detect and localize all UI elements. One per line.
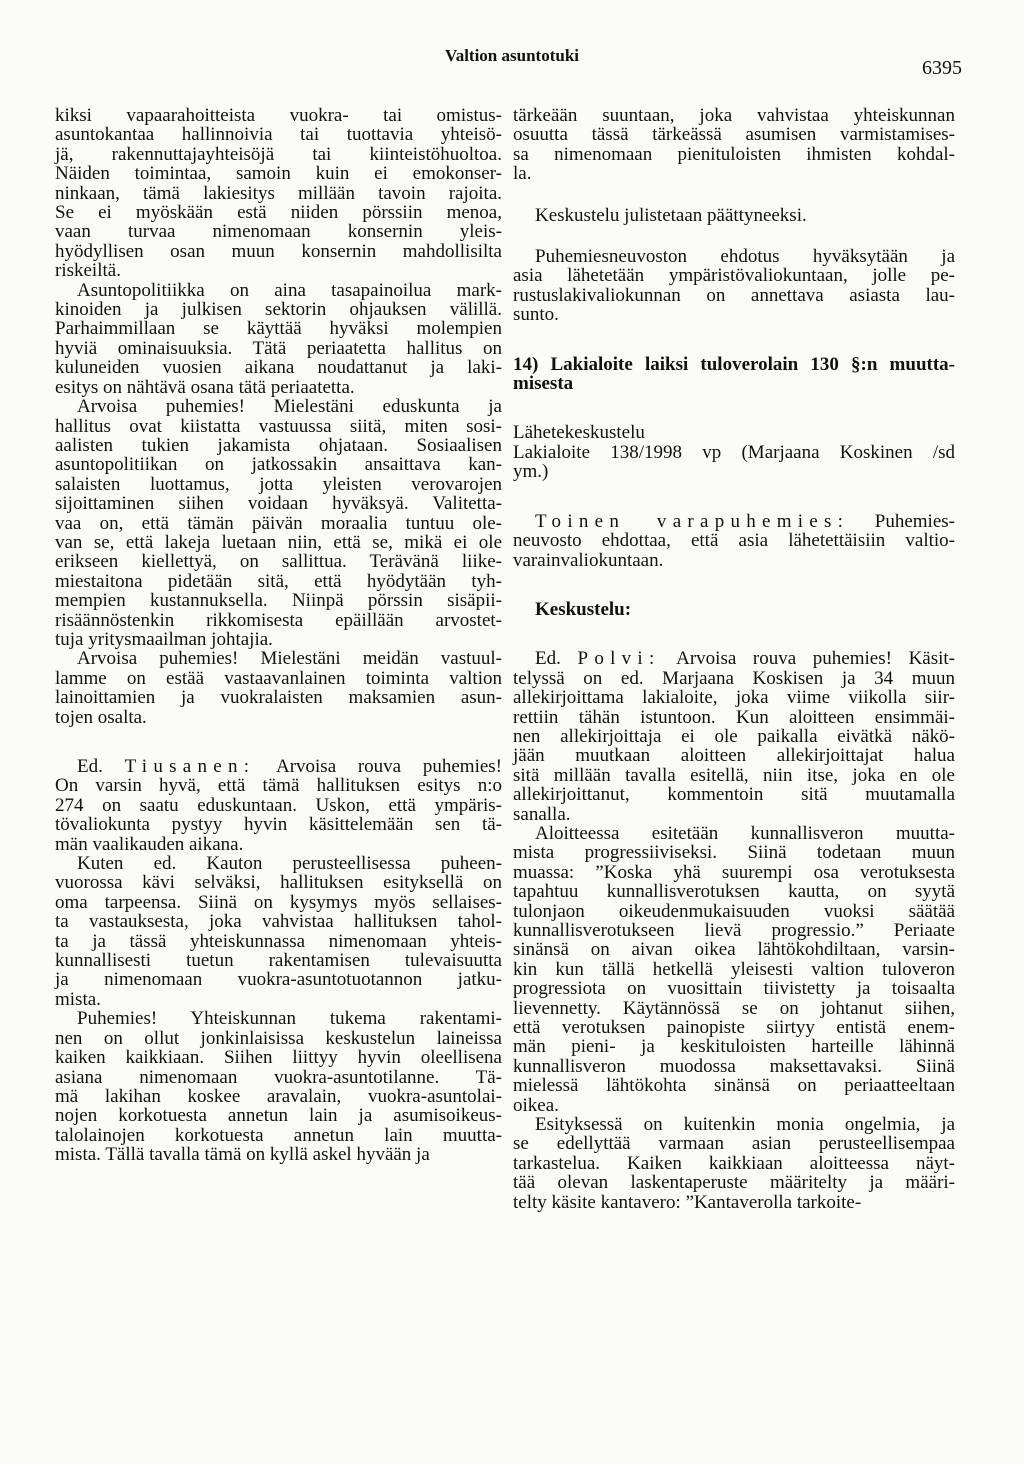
text-line: rustuslakivaliokunnan on annettava asiasta lau- — [513, 284, 955, 306]
text-line — [513, 649, 955, 668]
text-line: neuvosto ehdottaa, että asia lähetettäisiin valtio- — [513, 530, 955, 552]
text-line: ja nimenomaan vuokra-asuntotuotannon jatku- — [55, 969, 502, 991]
text-line: sunto. — [513, 304, 559, 326]
text-line: Asuntopolitiikka on aina tasapainoilua mark- — [77, 279, 502, 301]
text-line: miestaitona pidetään sitä, että hyödytään tyh- — [55, 570, 502, 592]
text-line: varainvaliokuntaan. — [513, 549, 664, 571]
paragraph — [55, 397, 502, 649]
speaker-name: Tiusanen: — [124, 756, 256, 777]
text-line: sa nimenomaan pienituloisten ihmisten kohdal- — [513, 143, 955, 165]
text-line: mä lakihan koskee aravalain, vuokra-asuntolai- — [55, 1085, 502, 1107]
text-line: kunnallisveron muodossa maksettavaksi. Siinä — [513, 1055, 955, 1077]
paragraph — [513, 1115, 955, 1212]
text-line: mista progressiiviseksi. Siinä todetaan muun — [513, 842, 955, 864]
text-line: Näiden toimintaa, samoin kuin ei emokonser- — [55, 163, 502, 185]
text-line: 14) Lakialoite laiksi tuloverolain 130 §:n muutta- — [513, 353, 955, 375]
text-line: la. — [513, 163, 532, 185]
text-line: tää olevan laskentaperuste määritelty ja määri- — [513, 1172, 955, 1194]
text-line: hyviä ominaisuuksia. Tätä periaatetta hallitus on — [55, 337, 502, 359]
text-line: mielessä lähtökohta sinänsä on periaatteeltaan — [513, 1075, 955, 1097]
text-line: tuja yritysmaailman johtajia. — [55, 628, 273, 650]
text-line: kunnallisverotukseen lievä progressio.” Periaate — [513, 920, 955, 941]
text-line: allekirjoittanut, kommentoin sitä muutamalla — [513, 784, 955, 806]
text-line: tulonjaon oikeudenmukaisuuden vuoksi säätää — [513, 900, 955, 922]
text-line: sinänsä on aivan oikea lähtökohdiltaan, varsin- — [513, 939, 955, 961]
text-line: Esityksessä on kuitenkin monia ongelmia, ja — [535, 1114, 955, 1136]
discussion-heading — [513, 600, 955, 619]
speaker-name: Polvi: — [577, 648, 661, 670]
paragraph — [55, 854, 502, 1009]
text-line: män vaalikauden aikana. — [55, 833, 244, 855]
text-line: oma tarpeensa. Siinä on kysymys myös sellaises- — [55, 891, 502, 913]
paragraph — [55, 649, 502, 727]
text-line: rettiin tähän istuntoon. Kun aloitteen ensimmäi- — [513, 706, 955, 728]
text-line: Arvoisa puhemies! Mielestäni meidän vastuul- — [77, 648, 502, 670]
text-line: nen allekirjoittaja ei ole paikalla eivätkä näkö- — [513, 725, 955, 747]
page-title: Valtion asuntotuki — [444, 46, 579, 65]
text-line: telyssä on ed. Marjaana Koskisen ja 34 muun — [513, 667, 955, 689]
text-line: allekirjoittama lakialoite, joka viime viikolla siir- — [513, 687, 955, 709]
text-line: vaa on, että tämän päivän moraalia tuntuu ole- — [55, 512, 502, 534]
text-line: hallitus ovat kiistatta vastuussa siitä, miten sosi- — [55, 415, 502, 437]
text-line: 274 on saatu eduskuntaan. Uskon, että ympäris- — [55, 794, 502, 816]
text-line — [55, 757, 502, 776]
text-line: vuorossa kävi selväksi, hallituksen esityksellä on — [55, 872, 502, 894]
text-line: tojen osalta. — [55, 706, 147, 728]
paragraph — [55, 281, 502, 397]
text-line: sijoittaminen siihen voidaan hyväksyä. Valitetta- — [55, 493, 502, 515]
text-line: riskeiltä. — [55, 260, 121, 282]
text-line-rest: Arvoisa rouva puhemies! — [275, 756, 502, 777]
text-line: Puhemies! Yhteiskunnan tukema rakentami- — [77, 1008, 502, 1030]
text-line: tapahtuu kunnallisverotuksen kautta, on syytä — [513, 881, 955, 903]
text-line — [513, 512, 955, 531]
text-line: mista. — [55, 988, 101, 1010]
text-line: sitä millään tavalla esitellä, niin itse, joka en ole — [513, 764, 955, 786]
text-line: Lähetekeskustelu — [513, 422, 645, 444]
text-line: Kuten ed. Kauton perusteellisessa puheen- — [77, 853, 502, 875]
text-line: tövaliokunta pystyy hyvin käsittelemään sen tä- — [55, 814, 502, 836]
text-line: On varsin hyvä, että tämä hallituksen esitys n:o — [55, 775, 502, 797]
text-line: ta ja tässä yhteiskunnassa nimenomaan yhteis- — [55, 930, 502, 952]
text-line: että verotuksen painopiste siirtyy entistä enem- — [513, 1017, 955, 1039]
text-line: Parhaimmillaan se käyttää hyväksi molempien — [55, 318, 502, 340]
text-line: mempien kustannuksella. Niinpä pörssin sisäpii- — [55, 590, 502, 612]
text-line: asuntokantaa hallinnoivia tai tuottavia yhteisö- — [55, 124, 502, 146]
text-line: ym.) — [513, 461, 549, 483]
text-line: kiksi vapaarahoitteista vuokra- tai omistus- — [55, 105, 502, 126]
text-line: telty käsite kantavero: ”Kantaverolla tarkoite- — [513, 1191, 862, 1213]
text-line: mista. Tällä tavalla tämä on kyllä askel hyvään ja — [55, 1144, 430, 1166]
text-line: Aloitteessa esitetään kunnallisveron muutta- — [535, 822, 955, 844]
text-line: aalisten tukien jakamista ohjataan. Sosiaalisen — [55, 434, 502, 456]
text-line: tärkeään suuntaan, joka vahvistaa yhteiskunnan — [513, 105, 955, 126]
text-line-rest: Puhemies- — [874, 510, 955, 532]
text-line: sanalla. — [513, 803, 571, 825]
text-line: ta vastauksesta, joka vahvistaa hallituksen tahol- — [55, 911, 502, 933]
text-line: asuntopolitiikan on jatkossakin ansaittava kan- — [55, 454, 502, 476]
text-line: kin kun tällä hetkellä yleisesti valtion tuloveron — [513, 958, 955, 980]
text-line: Puhemiesneuvoston ehdotus hyväksytään ja — [535, 246, 955, 268]
paragraph — [513, 247, 955, 325]
text-line-rest: Arvoisa rouva puhemies! Käsit- — [676, 648, 956, 670]
text-line: erikseen kiellettyä, on sallittua. Terävänä liike- — [55, 551, 502, 573]
text-line: ninkaan, tämä lakiesitys millään tavoin rajoita. — [55, 182, 502, 204]
speaker-paragraph-polvi — [513, 649, 955, 824]
text-line: vaan turvaa nimenomaan konsernin yleis- — [55, 221, 502, 243]
line-group — [55, 776, 502, 854]
right-column — [513, 106, 955, 1212]
text-line: talolainojen korkotuesta annetun lain muutta- — [55, 1124, 502, 1146]
text-line: Se ei myöskään estä niiden pörssiin menoa, — [55, 202, 502, 224]
paragraph — [513, 106, 955, 184]
text-line: Keskustelu julistetaan päättyneeksi. — [535, 204, 807, 226]
text-line: risäännöstenkin rikkomisesta epäillään arvostet- — [55, 609, 502, 631]
closing-statement — [513, 206, 955, 225]
paragraph — [513, 824, 955, 1115]
text-line: progressiota on vuosittain tiivistetty ja toisaalta — [513, 978, 955, 1000]
text-line: tarkastelua. Kaiken kaikkiaan aloitteessa näyt- — [513, 1152, 955, 1174]
text-line: esitys on nähtävä osana tätä periaatetta. — [55, 376, 355, 398]
text-line: hyödyllisen osan muun konsernin mahdollisilta — [55, 240, 502, 262]
text-line: asia lähetetään ympäristövaliokuntaan, jolle pe- — [513, 265, 955, 287]
text-line: Lakialoite 138/1998 vp (Marjaana Koskinen /sd — [513, 441, 955, 463]
speaker-paragraph-tiusanen — [55, 757, 502, 854]
text-line: kunnallisesti tuetun rakentamisen tulevaisuutta — [55, 950, 502, 972]
line-group — [513, 531, 955, 570]
text-line: oikea. — [513, 1094, 559, 1116]
text-line: asiana nimenomaan vuokra-asuntotilanne. Tä- — [55, 1066, 502, 1088]
page-number: 6395 — [922, 57, 962, 79]
text-line: nojen korkotuesta annetun lain ja asumisoikeus- — [55, 1105, 502, 1127]
text-line: kuluneiden vuosien aikana noudattanut ja laki- — [55, 357, 502, 379]
text-line: van se, että lakeja luetaan niin, että se, mikä ei ole — [55, 531, 502, 553]
text-line: Keskustelu: — [535, 598, 632, 620]
text-line: kaiken kaikkiaan. Siihen liittyy hyvin oleellisena — [55, 1047, 502, 1069]
speaker-prefix: Ed. — [77, 756, 103, 777]
text-line: se edellyttää varmaan asian perusteellisempaa — [513, 1133, 955, 1155]
text-line: jä, rakennuttajayhteisöjä tai kiinteistöhuoltoa. — [55, 143, 502, 165]
paragraph — [55, 1009, 502, 1164]
speaker-name: Toinen varapuhemies: — [535, 510, 850, 532]
left-column — [55, 106, 502, 1165]
text-line: salaisten luottamus, jotta yleisten verovarojen — [55, 473, 502, 495]
text-line: nen on ollut jonkinlaisissa keskustelun laineissa — [55, 1027, 502, 1049]
text-line: misesta — [513, 373, 574, 395]
text-line: män pieni- ja keskituloisten harteille lähinnä — [513, 1036, 955, 1058]
referral-label — [513, 423, 955, 442]
text-line: muassa: ”Koska yhä suurempi osa verotuksesta — [513, 861, 955, 883]
line-group — [513, 669, 955, 824]
text-line: Arvoisa puhemies! Mielestäni eduskunta ja — [77, 396, 502, 418]
speaker-paragraph-second-deputy — [513, 512, 955, 570]
text-line: lainoittamien ja vuokralaisten maksamien asun- — [55, 687, 502, 709]
text-line: osuutta tässä tärkeässä asumisen varmistamises- — [513, 124, 955, 146]
text-line: lievennetty. Käytännössä se on johtanut siihen, — [513, 997, 955, 1019]
text-line: jään muutkaan aloitteen allekirjoittajat halua — [513, 745, 955, 767]
text-line: kinoiden ja julkisen sektorin ohjauksen välillä. — [55, 299, 502, 321]
section-heading — [513, 355, 955, 394]
speaker-prefix: Ed. — [535, 648, 561, 670]
paragraph — [55, 106, 502, 281]
text-line: lamme on estää vastaavanlainen toiminta valtion — [55, 667, 502, 689]
initiative-reference — [513, 443, 955, 482]
